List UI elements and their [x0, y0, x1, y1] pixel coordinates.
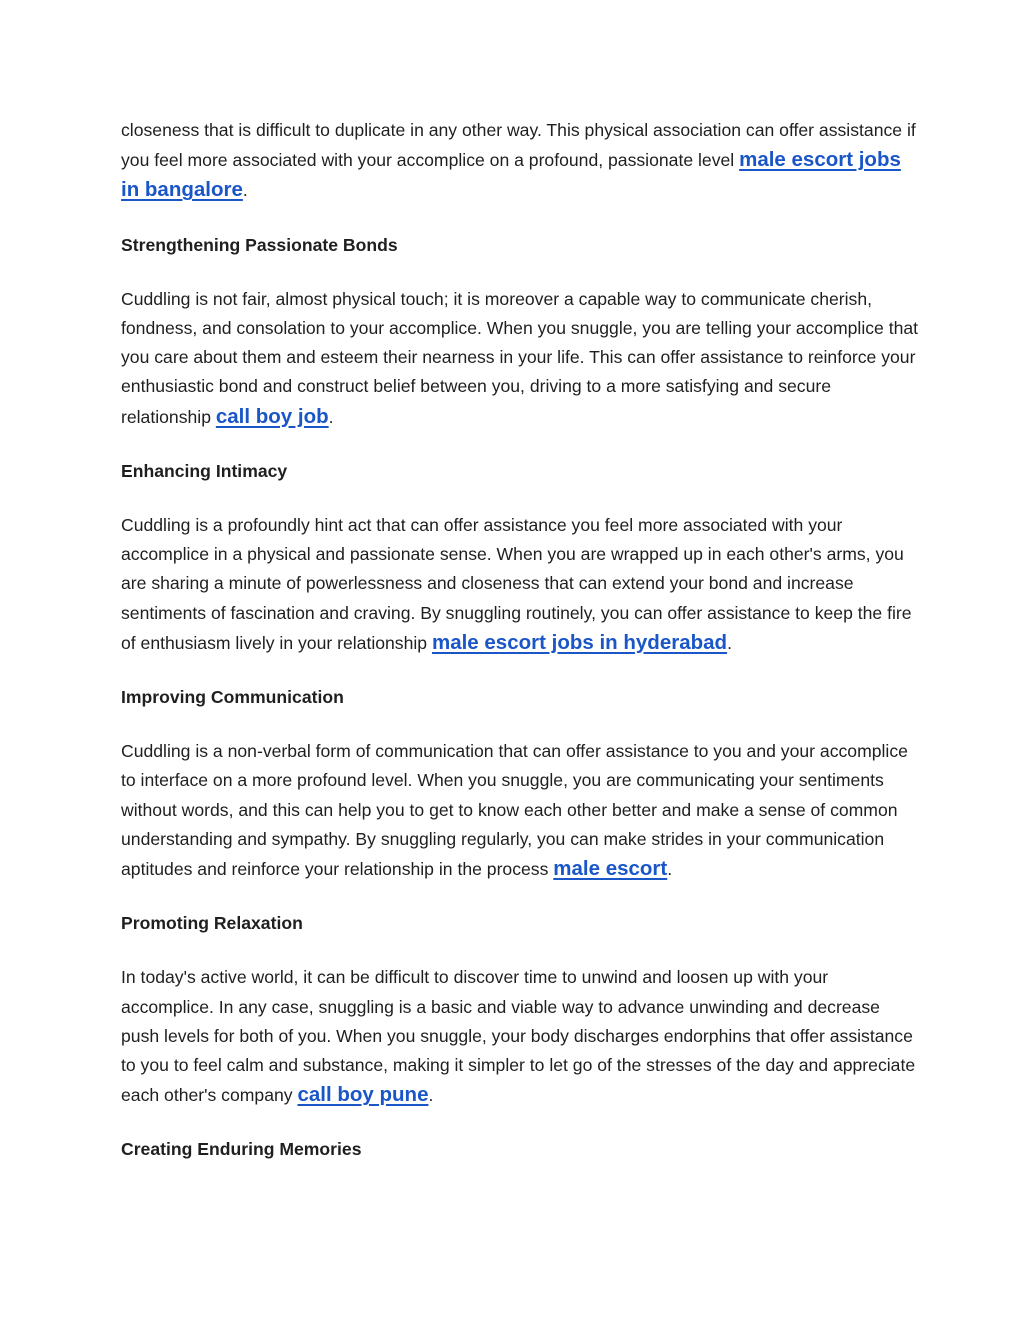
heading-creating-memories: Creating Enduring Memories	[121, 1139, 362, 1160]
paragraph-closeness	[121, 116, 921, 206]
link-call-boy-pune[interactable]: call boy pune	[297, 1083, 429, 1107]
link-male-escort-jobs-bangalore[interactable]: male escort jobs in bangalore	[121, 148, 901, 202]
paragraph-intimacy	[121, 511, 921, 658]
link-call-boy-job[interactable]: call boy job	[215, 404, 329, 428]
paragraph-text: Cuddling is a non-verbal form of communication that can offer assistance to you and your accomplice to interface on a more profound level. When you snuggle, you are communicating your sentiments without words, and this can help you to get to know each other better and make a sense of common understanding and sympathy. By snuggling regularly, you can make strides in your communication aptitudes and reinforce your relationship in the process	[121, 741, 908, 880]
paragraph-text: closeness that is difficult to duplicate in any other way. This physical association can offer assistance if you feel more associated with your accomplice on a profound, passionate level	[121, 120, 916, 171]
paragraph-tail: .	[727, 632, 732, 653]
heading-improving-communication: Improving Communication	[121, 687, 344, 708]
heading-strengthening-bonds: Strengthening Passionate Bonds	[121, 234, 398, 255]
document-page	[121, 116, 921, 1190]
paragraph-text: Cuddling is a profoundly hint act that can offer assistance you feel more associated with your accomplice in a physical and passionate sense. When you are wrapped up in each other's arms, you are sharing a minute of powerlessness and closeness that can extend your bond and increase sentiments of fascination and craving. By snuggling routinely, you can offer assistance to keep the fire of enthusiasm lively in your relationship	[121, 515, 912, 653]
paragraph-tail: .	[428, 1085, 434, 1106]
paragraph-tail: .	[328, 406, 334, 427]
heading-enhancing-intimacy: Enhancing Intimacy	[121, 460, 288, 481]
link-male-escort-jobs-hyderabad[interactable]: male escort jobs in hyderabad	[431, 630, 728, 654]
paragraph-relaxation	[121, 963, 921, 1110]
paragraph-bonds	[121, 285, 921, 432]
paragraph-communication	[121, 737, 921, 884]
heading-promoting-relaxation: Promoting Relaxation	[121, 913, 303, 934]
paragraph-tail: .	[667, 859, 673, 880]
link-male-escort[interactable]: male escort	[553, 857, 668, 881]
paragraph-text: Cuddling is not fair, almost physical touch; it is moreover a capable way to communicate cherish, fondness, and consolation to your accomplice. When you snuggle, you are telling your accomplice that you care about them and esteem their nearness in your life. This can offer assistance to reinforce your enthusiastic bond and construct belief between you, driving to a more satisfying and secure relationship	[121, 288, 919, 427]
paragraph-tail: .	[242, 180, 248, 201]
paragraph-text: In today's active world, it can be difficult to discover time to unwind and loosen up with your accomplice. In any case, snuggling is a basic and viable way to advance unwinding and decrease push levels for both of you. When you snuggle, your body discharges endorphins that offer assistance to you to feel calm and substance, making it simpler to let go of the stresses of the day and appreciate each other's company	[121, 967, 916, 1106]
